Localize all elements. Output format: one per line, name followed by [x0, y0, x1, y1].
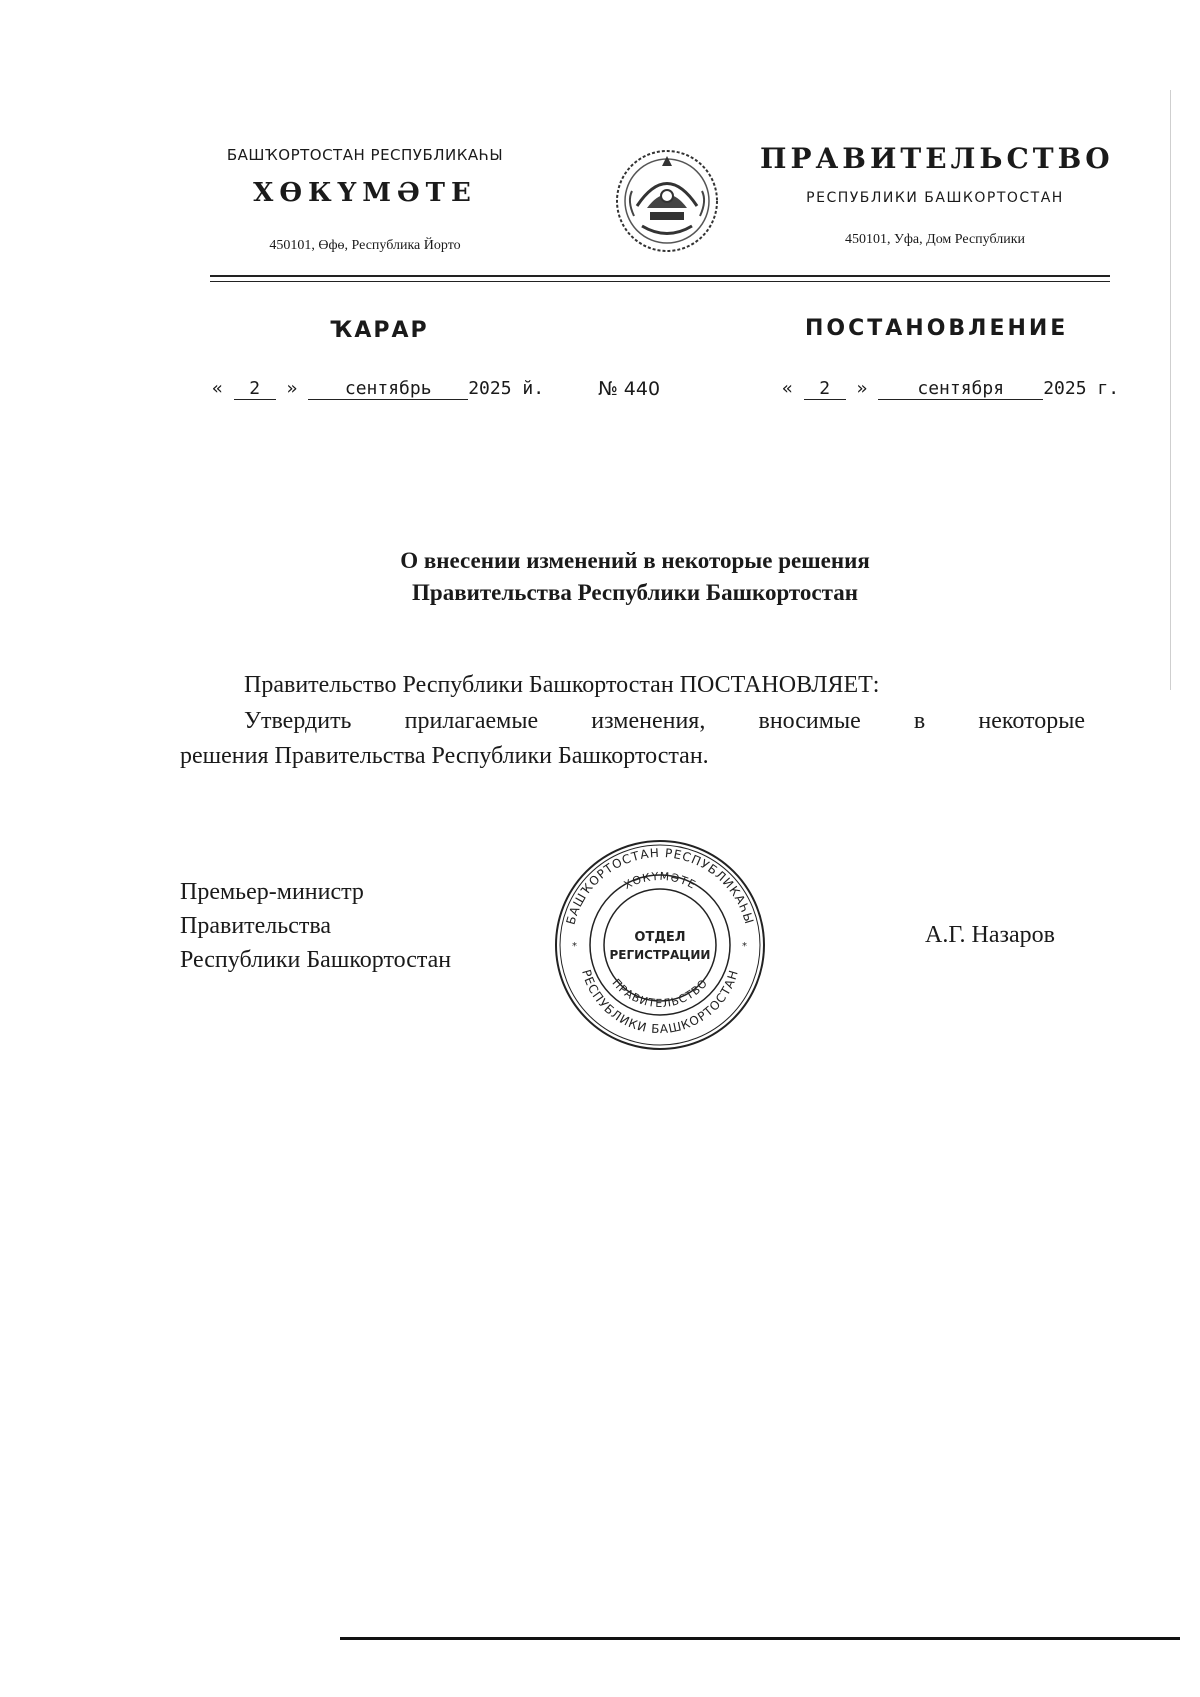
stamp-star-right: *	[742, 941, 747, 952]
header-right-line2: РЕСПУБЛИКИ БАШКОРТОСТАН	[806, 190, 1064, 206]
date-right-year: 2025 г.	[1043, 378, 1120, 399]
document-title	[200, 545, 1070, 609]
signatory-position-line2: Правительства	[180, 913, 332, 939]
doc-type-left: ҠАРАР	[330, 318, 429, 343]
date-left-year: 2025 й.	[468, 378, 545, 399]
scan-edge-line	[1170, 90, 1171, 690]
stamp-inner-bottom: ПРАВИТЕЛЬСТВО	[609, 976, 711, 1011]
date-left-close-quote: »	[286, 378, 298, 399]
header-right-line1: ПРАВИТЕЛЬСТВО	[760, 142, 1114, 175]
bashkortostan-coat-of-arms-icon	[612, 146, 722, 261]
title-line2: Правительства Республики Башкортостан	[412, 580, 858, 605]
date-left	[212, 378, 544, 400]
body-line1: Правительство Республики Башкортостан ПОСТАНОВЛЯЕТ:	[244, 672, 880, 698]
svg-text:БАШҠОРТОСТАН РЕСПУБЛИКАҺЫ	[564, 846, 757, 926]
stamp-outer-top: БАШҠОРТОСТАН РЕСПУБЛИКАҺЫ	[563, 845, 757, 927]
header-left-line2: ХӨКҮМӘТЕ	[253, 178, 477, 208]
stamp-center-line1: ОТДЕЛ	[634, 930, 686, 945]
stamp-center-line2: РЕГИСТРАЦИИ	[609, 948, 711, 962]
date-right-month: сентября	[878, 378, 1043, 400]
date-right	[782, 378, 1119, 400]
date-right-close-quote: »	[856, 378, 868, 399]
date-left-month: сентябрь	[308, 378, 468, 400]
date-right-open-quote: «	[782, 378, 793, 399]
bottom-edge-line	[340, 1637, 1180, 1640]
stamp-outer-bottom: РЕСПУБЛИКИ БАШКОРТОСТАН	[579, 967, 741, 1037]
signatory-position	[180, 875, 451, 977]
title-line1: О внесении изменений в некоторые решения	[400, 548, 870, 573]
doc-type-right: ПОСТАНОВЛЕНИЕ	[805, 316, 1069, 341]
document-number: № 440	[598, 378, 661, 400]
date-right-day: 2	[804, 378, 846, 400]
stamp-star-left: *	[572, 941, 577, 952]
signatory-position-line1: Премьер-министр	[180, 879, 364, 905]
header-left-address: 450101, Өфө, Республика Йорто	[269, 238, 461, 253]
signatory-name: А.Г. Назаров	[925, 922, 1055, 948]
header-rule-thin	[210, 281, 1110, 282]
header-rule-thick	[210, 275, 1110, 277]
body-line2: Утвердить прилагаемые изменения, вносимые в некоторые	[244, 708, 1085, 734]
header-right-address: 450101, Уфа, Дом Республики	[844, 232, 1026, 247]
date-left-day: 2	[234, 378, 276, 400]
official-seal-icon	[550, 835, 770, 1060]
header-left-line1: БАШҠОРТОСТАН РЕСПУБЛИКАҺЫ	[226, 146, 504, 164]
signatory-position-line3: Республики Башкортостан	[180, 947, 452, 973]
date-left-open-quote: «	[212, 378, 223, 399]
stamp-inner-top: ХӨКҮМӘТЕ	[621, 869, 699, 892]
body-line3: решения Правительства Республики Башкортостан.	[180, 743, 709, 769]
